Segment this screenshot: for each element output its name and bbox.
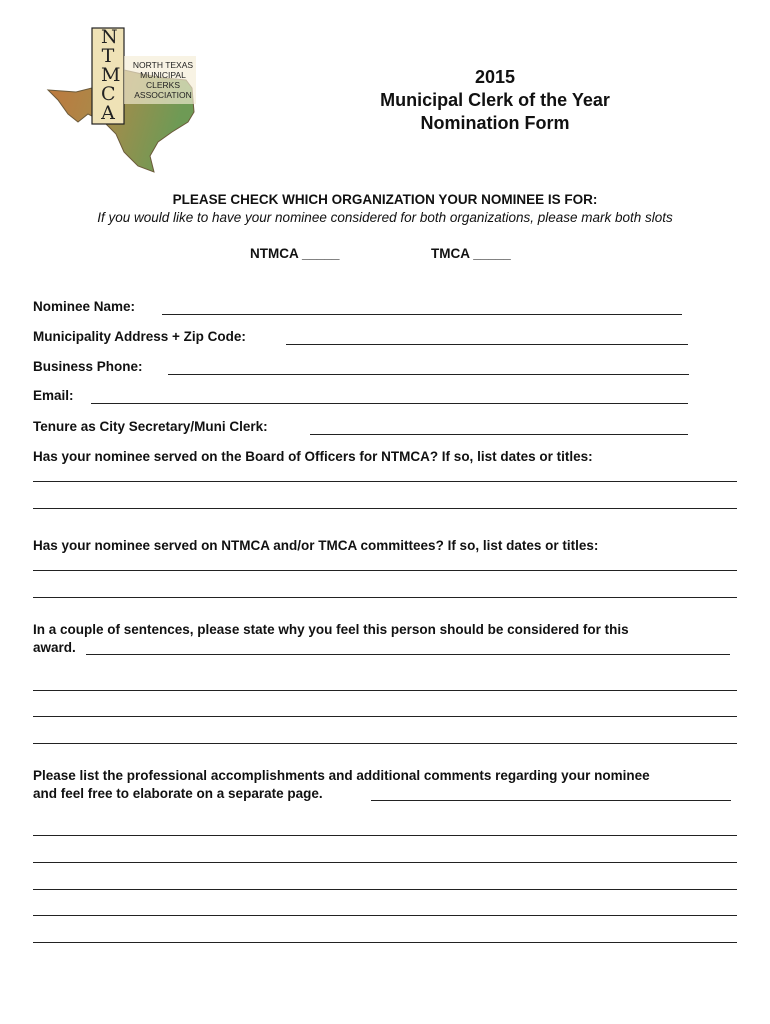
accomplishments-answer-line[interactable] — [371, 800, 731, 801]
logo-org-line3: ASSOCIATION — [134, 90, 192, 100]
accomplishments-answer-line[interactable] — [33, 862, 737, 863]
committees-answer-line[interactable] — [33, 570, 737, 571]
municipality-address-label: Municipality Address + Zip Code: — [33, 329, 246, 344]
committees-answer-line[interactable] — [33, 597, 737, 598]
accomplishments-answer-line[interactable] — [33, 835, 737, 836]
logo-org-line1: NORTH TEXAS — [132, 60, 194, 70]
org-check-heading: PLEASE CHECK WHICH ORGANIZATION YOUR NOMINEE IS FOR: — [172, 192, 598, 207]
board-officers-answer-line[interactable] — [33, 508, 737, 509]
logo-org-line2: MUNICIPAL CLERKS — [140, 70, 186, 90]
board-officers-answer-line[interactable] — [33, 481, 737, 482]
accomplishments-question-line1: Please list the professional accomplishments and additional comments regarding your nominee — [33, 768, 650, 783]
accomplishments-answer-line[interactable] — [33, 889, 737, 890]
why-answer-line[interactable] — [86, 654, 730, 655]
email-field[interactable] — [91, 403, 688, 404]
accomplishments-answer-line[interactable] — [33, 915, 737, 916]
tmca-checkbox-slot[interactable]: TMCA _____ — [431, 246, 511, 261]
accomplishments-answer-line[interactable] — [33, 942, 737, 943]
tenure-field[interactable] — [310, 434, 688, 435]
municipality-address-field[interactable] — [286, 344, 688, 345]
page-title — [330, 66, 660, 135]
title-line2: Nomination Form — [420, 113, 570, 133]
committees-question: Has your nominee served on NTMCA and/or TMCA committees? If so, list dates or titles: — [33, 538, 599, 553]
why-answer-line[interactable] — [33, 743, 737, 744]
why-answer-line[interactable] — [33, 690, 737, 691]
ntmca-checkbox-slot[interactable]: NTMCA _____ — [250, 246, 340, 261]
accomplishments-question-line2: and feel free to elaborate on a separate page. — [33, 786, 323, 801]
nominee-name-label: Nominee Name: — [33, 299, 136, 314]
title-year: 2015 — [474, 67, 516, 87]
email-label: Email: — [33, 388, 74, 403]
why-question-line1: In a couple of sentences, please state why you feel this person should be considered for this — [33, 622, 629, 637]
board-officers-question: Has your nominee served on the Board of Officers for NTMCA? If so, list dates or titles: — [33, 449, 593, 464]
title-line1: Municipal Clerk of the Year — [380, 90, 610, 110]
nominee-name-field[interactable] — [162, 314, 682, 315]
texas-map-icon — [46, 26, 202, 174]
org-check-instruction: If you would like to have your nominee considered for both organizations, please mark both slots — [97, 210, 673, 225]
ntmca-logo — [46, 26, 202, 174]
why-question-line2: award. — [33, 640, 76, 655]
why-answer-line[interactable] — [33, 716, 737, 717]
tenure-label: Tenure as City Secretary/Muni Clerk: — [33, 419, 268, 434]
logo-letters: NTMCA — [101, 26, 121, 124]
business-phone-label: Business Phone: — [33, 359, 143, 374]
business-phone-field[interactable] — [168, 374, 689, 375]
